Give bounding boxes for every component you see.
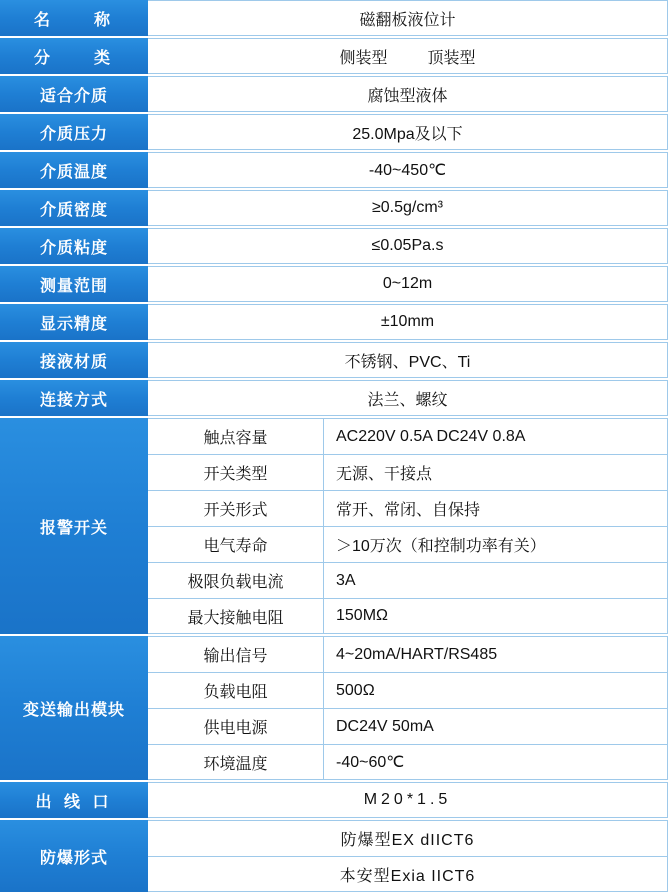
row-label: 负载电阻	[148, 673, 324, 708]
table-row	[0, 782, 668, 818]
table-row	[0, 76, 668, 112]
row-value: 无源、干接点	[336, 466, 433, 483]
row-label: 显示精度	[0, 304, 148, 340]
row-value: -40~450℃	[148, 152, 668, 188]
row-value: 150MΩ	[336, 607, 388, 624]
row-label: 最大接触电阻	[148, 599, 324, 633]
row-label: 出 线 口	[0, 782, 148, 818]
row-value: AC220V 0.5A DC24V 0.8A	[336, 427, 526, 445]
table-row	[148, 636, 668, 672]
table-row	[148, 490, 668, 526]
table-row	[0, 304, 668, 340]
table-row	[148, 672, 668, 708]
row-value: 0~12m	[148, 266, 668, 302]
row-value	[148, 38, 668, 74]
group-label: 变送输出模块	[0, 636, 148, 780]
row-label: 电气寿命	[148, 527, 324, 562]
row-label: 介质温度	[0, 152, 148, 188]
table-row: 防爆型EX dIICT6	[148, 820, 668, 856]
row-value: 法兰、螺纹	[148, 380, 668, 416]
row-value: 腐蚀型液体	[148, 76, 668, 112]
row-value: ≤0.05Pa.s	[148, 228, 668, 264]
row-value: -40~60℃	[336, 754, 405, 771]
table-row	[0, 228, 668, 264]
row-label: 分 类	[0, 38, 148, 74]
table-row	[0, 190, 668, 226]
row-label: 介质压力	[0, 114, 148, 150]
table-row	[148, 562, 668, 598]
table-row	[0, 114, 668, 150]
table-row	[0, 266, 668, 302]
row-value: 500Ω	[336, 681, 375, 699]
row-value: ＞10万次（和控制功率有关）	[336, 538, 546, 555]
alarm-switch-group	[0, 418, 668, 634]
row-value: 不锈钢、PVC、Ti	[148, 342, 668, 378]
row-value: 磁翻板液位计	[148, 0, 668, 36]
row-label: 开关类型	[148, 455, 324, 490]
row-label: 名 称	[0, 0, 148, 36]
table-row	[148, 708, 668, 744]
explosion-proof-group	[0, 820, 668, 892]
row-label: 供电电源	[148, 709, 324, 744]
table-row	[148, 744, 668, 780]
group-label: 报警开关	[0, 418, 148, 634]
row-label: 介质粘度	[0, 228, 148, 264]
row-value: 4~20mA/HART/RS485	[336, 645, 498, 663]
table-row	[0, 380, 668, 416]
table-row	[0, 38, 668, 74]
table-row	[148, 598, 668, 634]
row-label: 极限负载电流	[148, 563, 324, 598]
row-label: 环境温度	[148, 745, 324, 779]
row-label: 接液材质	[0, 342, 148, 378]
row-label: 适合介质	[0, 76, 148, 112]
table-row	[148, 526, 668, 562]
row-label: 测量范围	[0, 266, 148, 302]
row-value-part-2: 顶装型	[427, 49, 476, 67]
table-row	[0, 0, 668, 36]
table-row	[0, 342, 668, 378]
row-label: 开关形式	[148, 491, 324, 526]
group-label: 防爆形式	[0, 820, 148, 892]
row-value: ≥0.5g/cm³	[148, 190, 668, 226]
row-value: 常开、常闭、自保持	[336, 502, 481, 519]
row-label: 介质密度	[0, 190, 148, 226]
row-value: M20*1.5	[148, 782, 668, 818]
table-row	[148, 418, 668, 454]
row-value: ±10mm	[148, 304, 668, 340]
row-value: 25.0Mpa及以下	[148, 114, 668, 150]
row-label: 连接方式	[0, 380, 148, 416]
row-label: 输出信号	[148, 637, 324, 672]
row-label: 触点容量	[148, 419, 324, 454]
table-row	[148, 454, 668, 490]
table-row	[0, 152, 668, 188]
row-value: 3A	[336, 571, 356, 589]
table-row: 本安型Exia IICT6	[148, 856, 668, 892]
row-value-part-1: 侧装型	[339, 49, 388, 67]
row-value: DC24V 50mA	[336, 717, 434, 735]
transmitter-output-group	[0, 636, 668, 780]
